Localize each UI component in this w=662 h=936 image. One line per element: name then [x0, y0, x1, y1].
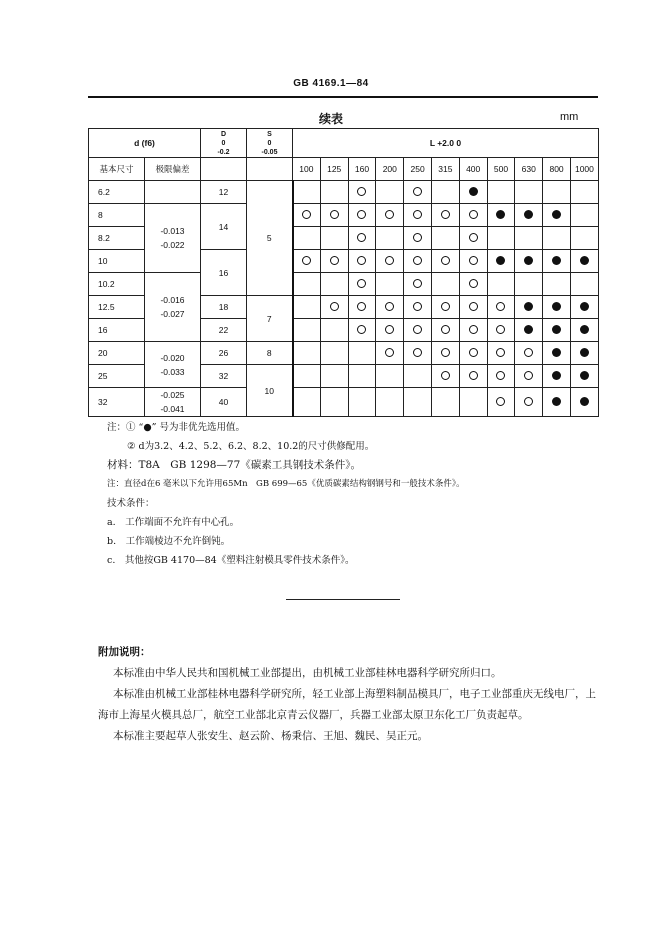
length-mark-cell — [320, 181, 348, 204]
open-circle-icon — [330, 210, 339, 219]
basic-size-cell: 16 — [89, 319, 145, 342]
filled-circle-icon — [552, 210, 561, 219]
header-rule — [88, 96, 598, 98]
length-mark-cell — [376, 227, 404, 250]
length-mark-cell — [320, 342, 348, 365]
filled-circle-icon — [580, 397, 589, 406]
open-circle-icon — [441, 210, 450, 219]
appendix-para-3: 本标准主要起草人张安生、赵云阶、杨秉信、王旭、魏民、吴正元。 — [113, 730, 428, 742]
length-mark-cell — [515, 388, 543, 417]
length-mark-cell — [570, 273, 598, 296]
length-mark-cell — [404, 250, 432, 273]
length-mark-cell — [543, 296, 571, 319]
deviation-cell — [145, 181, 201, 204]
length-100: 100 — [293, 158, 321, 181]
open-circle-icon — [524, 371, 533, 380]
length-mark-cell — [431, 342, 459, 365]
length-800: 800 — [543, 158, 571, 181]
length-mark-cell — [376, 388, 404, 417]
length-mark-cell — [487, 250, 515, 273]
open-circle-icon — [385, 256, 394, 265]
length-mark-cell — [293, 296, 321, 319]
length-mark-cell — [404, 227, 432, 250]
filled-circle-icon — [552, 302, 561, 311]
length-630: 630 — [515, 158, 543, 181]
appendix-para-2: 本标准由机械工业部桂林电器科学研究所，轻工业部上海塑料制品模具厂，电子工业部重庆无线电厂，上海市上海星火模具总厂，航空工业部北京青云仪器厂，兵器工业部太原卫东化工厂负责起草。 — [98, 688, 596, 721]
deviation-cell: -0.016 -0.027 — [145, 273, 201, 342]
open-circle-icon — [496, 302, 505, 311]
length-200: 200 — [376, 158, 404, 181]
filled-circle-icon — [524, 302, 533, 311]
length-mark-cell — [431, 250, 459, 273]
length-mark-cell — [320, 227, 348, 250]
length-mark-cell — [376, 181, 404, 204]
open-circle-icon — [385, 302, 394, 311]
length-mark-cell — [459, 204, 487, 227]
length-mark-cell — [515, 273, 543, 296]
length-mark-cell — [459, 319, 487, 342]
open-circle-icon — [441, 302, 450, 311]
length-mark-cell — [348, 319, 376, 342]
length-mark-cell — [376, 204, 404, 227]
col-S: S 0 -0.05 — [247, 129, 293, 158]
open-circle-icon — [413, 256, 422, 265]
length-mark-cell — [570, 342, 598, 365]
length-mark-cell — [459, 250, 487, 273]
length-mark-cell — [570, 181, 598, 204]
basic-size-cell: 25 — [89, 365, 145, 388]
open-circle-icon — [441, 325, 450, 334]
length-mark-cell — [376, 296, 404, 319]
length-mark-cell — [515, 227, 543, 250]
open-circle-icon — [441, 348, 450, 357]
length-mark-cell — [431, 388, 459, 417]
length-mark-cell — [348, 273, 376, 296]
D-cell: 14 — [201, 204, 247, 250]
deviation-cell: -0.013 -0.022 — [145, 204, 201, 273]
tech-condition-c: c. 其他按GB 4170—84《塑料注射模具零件技术条件》。 — [107, 555, 355, 566]
open-circle-icon — [413, 325, 422, 334]
D-cell: 12 — [201, 181, 247, 204]
length-mark-cell — [459, 388, 487, 417]
length-mark-cell — [348, 296, 376, 319]
open-circle-icon — [357, 325, 366, 334]
length-mark-cell — [320, 273, 348, 296]
length-mark-cell — [487, 296, 515, 319]
filled-circle-icon — [552, 371, 561, 380]
basic-size-cell: 20 — [89, 342, 145, 365]
length-mark-cell — [431, 319, 459, 342]
length-mark-cell — [570, 250, 598, 273]
open-circle-icon — [413, 279, 422, 288]
length-mark-cell — [431, 181, 459, 204]
dimension-table — [88, 128, 599, 417]
filled-circle-icon — [580, 302, 589, 311]
open-circle-icon — [357, 187, 366, 196]
open-circle-icon — [413, 187, 422, 196]
length-mark-cell — [348, 204, 376, 227]
appendix-title: 附加说明： — [98, 646, 151, 658]
length-mark-cell — [543, 365, 571, 388]
length-mark-cell — [543, 181, 571, 204]
filled-circle-icon — [552, 256, 561, 265]
length-mark-cell — [543, 342, 571, 365]
col-D: D 0 -0.2 — [201, 129, 247, 158]
sub-basic-size: 基本尺寸 — [89, 158, 145, 181]
open-circle-icon — [469, 325, 478, 334]
basic-size-cell: 10 — [89, 250, 145, 273]
length-mark-cell — [543, 204, 571, 227]
length-mark-cell — [376, 319, 404, 342]
length-mark-cell — [376, 365, 404, 388]
length-mark-cell — [487, 319, 515, 342]
open-circle-icon — [413, 348, 422, 357]
length-mark-cell — [404, 342, 432, 365]
open-circle-icon — [385, 348, 394, 357]
length-mark-cell — [487, 227, 515, 250]
open-circle-icon — [385, 325, 394, 334]
length-mark-cell — [515, 365, 543, 388]
length-mark-cell — [320, 319, 348, 342]
filled-circle-icon — [580, 348, 589, 357]
filled-circle-icon — [580, 256, 589, 265]
length-mark-cell — [293, 204, 321, 227]
length-mark-cell — [431, 296, 459, 319]
filled-circle-icon — [524, 325, 533, 334]
length-mark-cell — [570, 296, 598, 319]
appendix-para-1: 本标准由中华人民共和国机械工业部提出，由机械工业部桂林电器科学研究所归口。 — [113, 667, 502, 679]
basic-size-cell: 6.2 — [89, 181, 145, 204]
length-mark-cell — [320, 250, 348, 273]
length-mark-cell — [431, 204, 459, 227]
sub-D-tol — [201, 158, 247, 181]
length-1000: 1000 — [570, 158, 598, 181]
note-2: ② d为3.2、4.2、5.2、6.2、8.2、10.2的尺寸供修配用。 — [127, 441, 375, 452]
material-note: 注：直径d在6 毫米以下允许用65Mn GB 699—65《优质碳素结构钢钢号和一般技术条件》。 — [107, 479, 465, 489]
open-circle-icon — [357, 233, 366, 242]
open-circle-icon — [357, 302, 366, 311]
length-mark-cell — [515, 181, 543, 204]
length-mark-cell — [376, 342, 404, 365]
open-circle-icon — [524, 397, 533, 406]
open-circle-icon — [441, 371, 450, 380]
length-mark-cell — [515, 250, 543, 273]
basic-size-cell: 8 — [89, 204, 145, 227]
open-circle-icon — [302, 210, 311, 219]
col-L: L +2.0 0 — [293, 129, 599, 158]
appendix-block — [98, 642, 604, 747]
open-circle-icon — [385, 210, 394, 219]
filled-circle-icon — [552, 325, 561, 334]
S-cell: 7 — [247, 296, 293, 342]
open-circle-icon — [469, 348, 478, 357]
length-250: 250 — [404, 158, 432, 181]
length-mark-cell — [487, 204, 515, 227]
length-mark-cell — [570, 227, 598, 250]
open-circle-icon — [357, 279, 366, 288]
length-mark-cell — [543, 388, 571, 417]
D-cell: 32 — [201, 365, 247, 388]
length-mark-cell — [431, 227, 459, 250]
filled-circle-icon — [469, 187, 478, 196]
open-circle-icon — [469, 256, 478, 265]
length-500: 500 — [487, 158, 515, 181]
open-circle-icon — [469, 233, 478, 242]
filled-circle-icon — [552, 348, 561, 357]
open-circle-icon — [469, 371, 478, 380]
open-circle-icon — [469, 210, 478, 219]
open-circle-icon — [524, 348, 533, 357]
length-mark-cell — [459, 365, 487, 388]
col-d-f6: d (f6) — [89, 129, 201, 158]
basic-size-cell: 32 — [89, 388, 145, 417]
tech-condition-a: a. 工作端面不允许有中心孔。 — [107, 517, 240, 528]
length-mark-cell — [515, 319, 543, 342]
length-mark-cell — [459, 181, 487, 204]
table-title: 续表 — [318, 112, 343, 126]
length-mark-cell — [320, 204, 348, 227]
basic-size-cell: 10.2 — [89, 273, 145, 296]
tech-conditions-title: 技术条件： — [107, 498, 155, 509]
S-cell: 10 — [247, 365, 293, 417]
length-mark-cell — [348, 388, 376, 417]
length-mark-cell — [320, 365, 348, 388]
section-divider — [286, 599, 400, 600]
length-mark-cell — [515, 296, 543, 319]
open-circle-icon — [302, 256, 311, 265]
length-400: 400 — [459, 158, 487, 181]
length-mark-cell — [404, 204, 432, 227]
table-unit: mm — [560, 111, 579, 123]
filled-circle-icon — [496, 256, 505, 265]
length-mark-cell — [487, 365, 515, 388]
length-mark-cell — [293, 342, 321, 365]
open-circle-icon — [357, 210, 366, 219]
tech-condition-b: b. 工作端棱边不允许倒钝。 — [107, 536, 231, 547]
filled-circle-icon — [580, 371, 589, 380]
length-mark-cell — [293, 273, 321, 296]
deviation-cell: -0.020 -0.033 — [145, 342, 201, 388]
D-cell: 26 — [201, 342, 247, 365]
length-mark-cell — [348, 250, 376, 273]
open-circle-icon — [413, 233, 422, 242]
length-mark-cell — [570, 319, 598, 342]
length-mark-cell — [459, 342, 487, 365]
open-circle-icon — [330, 256, 339, 265]
length-mark-cell — [543, 273, 571, 296]
length-mark-cell — [515, 204, 543, 227]
open-circle-icon — [496, 397, 505, 406]
open-circle-icon — [357, 256, 366, 265]
length-mark-cell — [459, 273, 487, 296]
length-mark-cell — [293, 250, 321, 273]
table-row — [89, 273, 599, 296]
sub-S-tol — [247, 158, 293, 181]
length-mark-cell — [487, 342, 515, 365]
material-line: 材料：T8A GB 1298—77《碳素工具钢技术条件》。 — [107, 459, 362, 471]
length-mark-cell — [543, 227, 571, 250]
length-mark-cell — [320, 388, 348, 417]
open-circle-icon — [469, 302, 478, 311]
length-mark-cell — [293, 319, 321, 342]
basic-size-cell: 8.2 — [89, 227, 145, 250]
basic-size-cell: 12.5 — [89, 296, 145, 319]
open-circle-icon — [496, 325, 505, 334]
filled-circle-icon — [580, 325, 589, 334]
length-mark-cell — [293, 365, 321, 388]
length-mark-cell — [348, 365, 376, 388]
note-1: 注：① “●” 号为非优先选用值。 — [107, 422, 246, 433]
standard-code-header: GB 4169.1—84 — [293, 78, 369, 89]
length-mark-cell — [459, 296, 487, 319]
D-cell: 40 — [201, 388, 247, 417]
table-subheader-row — [89, 158, 599, 181]
length-mark-cell — [404, 296, 432, 319]
table-row — [89, 388, 599, 417]
filled-circle-icon — [496, 210, 505, 219]
D-cell: 18 — [201, 296, 247, 319]
length-mark-cell — [570, 204, 598, 227]
notes-block — [107, 418, 465, 570]
length-125: 125 — [320, 158, 348, 181]
sub-limit-deviation: 极限偏差 — [145, 158, 201, 181]
length-mark-cell — [320, 296, 348, 319]
length-mark-cell — [543, 319, 571, 342]
S-cell: 5 — [247, 181, 293, 296]
length-mark-cell — [404, 319, 432, 342]
length-mark-cell — [348, 227, 376, 250]
filled-circle-icon — [524, 256, 533, 265]
open-circle-icon — [413, 302, 422, 311]
length-mark-cell — [348, 181, 376, 204]
length-mark-cell — [487, 388, 515, 417]
open-circle-icon — [413, 210, 422, 219]
length-mark-cell — [376, 250, 404, 273]
length-mark-cell — [487, 273, 515, 296]
open-circle-icon — [441, 256, 450, 265]
table-header-row — [89, 129, 599, 158]
length-mark-cell — [404, 181, 432, 204]
S-cell: 8 — [247, 342, 293, 365]
length-mark-cell — [431, 273, 459, 296]
D-cell: 16 — [201, 250, 247, 296]
table-row — [89, 342, 599, 365]
length-mark-cell — [293, 227, 321, 250]
length-mark-cell — [570, 388, 598, 417]
length-315: 315 — [431, 158, 459, 181]
open-circle-icon — [496, 348, 505, 357]
length-mark-cell — [404, 365, 432, 388]
length-mark-cell — [543, 250, 571, 273]
deviation-cell: -0.025 -0.041 — [145, 388, 201, 417]
length-mark-cell — [431, 365, 459, 388]
length-mark-cell — [293, 388, 321, 417]
length-mark-cell — [404, 273, 432, 296]
open-circle-icon — [469, 279, 478, 288]
length-mark-cell — [404, 388, 432, 417]
filled-circle-icon — [524, 210, 533, 219]
D-cell: 22 — [201, 319, 247, 342]
table-row — [89, 204, 599, 227]
length-160: 160 — [348, 158, 376, 181]
length-mark-cell — [487, 181, 515, 204]
open-circle-icon — [496, 371, 505, 380]
length-mark-cell — [293, 181, 321, 204]
length-mark-cell — [515, 342, 543, 365]
open-circle-icon — [330, 302, 339, 311]
length-mark-cell — [348, 342, 376, 365]
length-mark-cell — [570, 365, 598, 388]
length-mark-cell — [376, 273, 404, 296]
table-row — [89, 181, 599, 204]
filled-circle-icon — [552, 397, 561, 406]
length-mark-cell — [459, 227, 487, 250]
